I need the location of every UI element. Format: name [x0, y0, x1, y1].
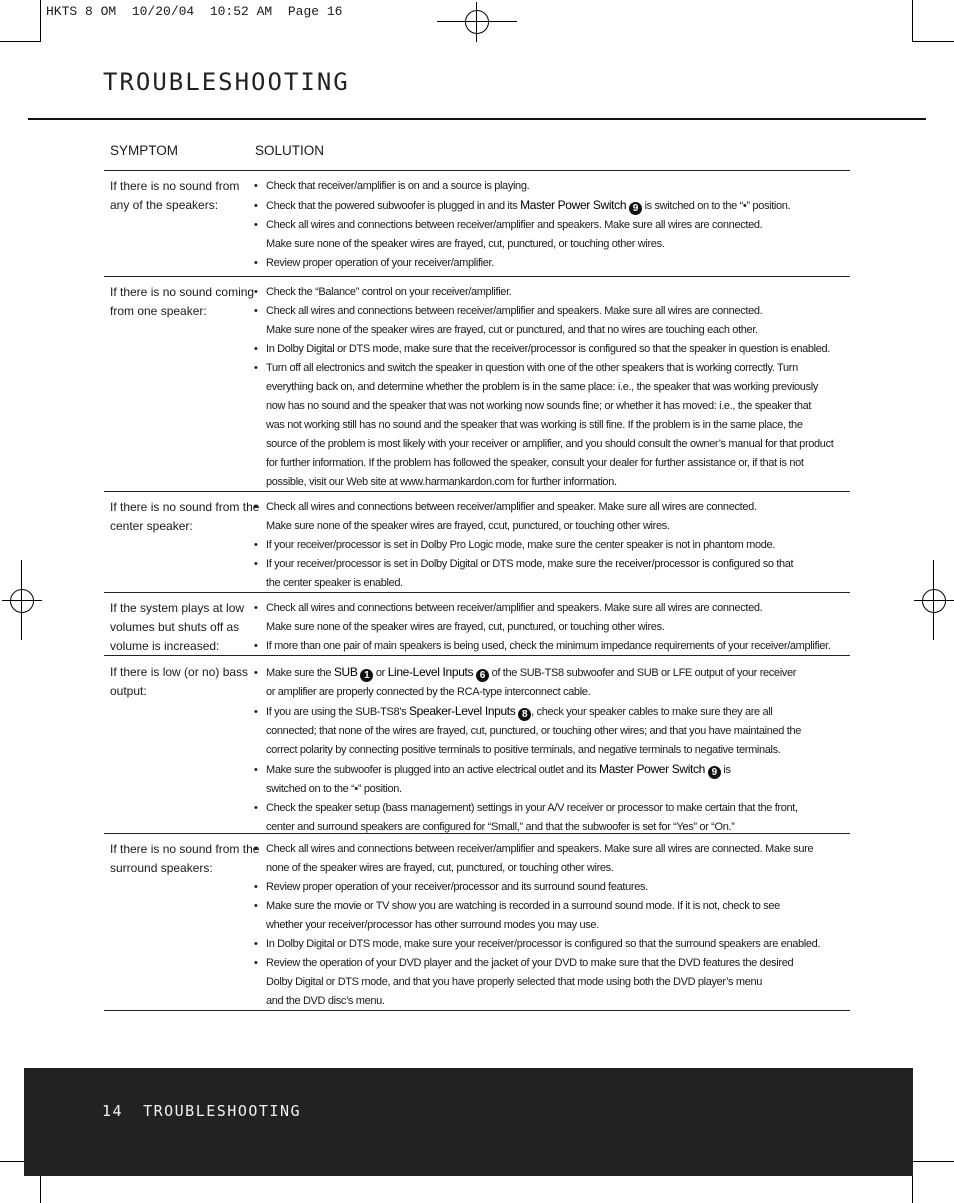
bullet: • If your receiver/processor is set in Dolby Digital or DTS mode, make sure the receiver/processor is configured so that [254, 555, 850, 574]
symptom-text: If there is no sound from any of the speakers: [110, 179, 240, 212]
bullet: • Check the speaker setup (bass management) settings in your A/V receiver or processor to make certain that the front, [254, 799, 850, 818]
bullet: • Check all wires and connections between receiver/amplifier and speakers. Make sure all wires are connected. [254, 302, 850, 321]
callout-number-icon: 9 [629, 202, 642, 215]
control-label: Master Power Switch [598, 762, 705, 776]
bullet: • Check that the powered subwoofer is plugged in and its Master Power Switch 9 is switched on to the “•” position. [254, 196, 850, 216]
bullet: • Check all wires and connections between receiver/amplifier and speakers. Make sure all wires are connected. [254, 599, 850, 618]
solution-list [254, 283, 850, 492]
solution-header: SOLUTION [255, 143, 325, 158]
bullet-continuation: whether your receiver/processor has other surround modes you may use. [266, 919, 599, 931]
crop-mark [0, 41, 41, 42]
control-label: Speaker-Level Inputs [409, 704, 516, 718]
callout-number-icon: 9 [708, 766, 721, 779]
bullet-continuation: and the DVD disc’s menu. [266, 995, 385, 1007]
table-row [104, 657, 850, 834]
bullet: • Check the “Balance” control on your receiver/amplifier. [254, 283, 850, 302]
bullet-continuation: center and surround speakers are configured for “Small,” and that the subwoofer is set for “Yes” or “On.” [266, 821, 735, 833]
table-row [104, 834, 850, 1011]
solution-list [254, 840, 850, 1011]
bullet-continuation: the center speaker is enabled. [266, 577, 403, 589]
bullet: • Make sure the SUB 1 or Line-Level Inputs 6 of the SUB-TS8 subwoofer and SUB or LFE output of your receiver [254, 663, 850, 683]
callout-number-icon: 6 [476, 669, 489, 682]
crop-mark [912, 0, 913, 42]
bullet-continuation: connected; that none of the wires are frayed, cut, punctured, or touching other wires; and that you have maintained the [266, 725, 801, 737]
solution-list [254, 498, 850, 593]
control-label: SUB [333, 665, 358, 679]
footer-label [102, 1102, 301, 1120]
bullet: • In Dolby Digital or DTS mode, make sure your receiver/processor is configured so that the surround speakers are enabled. [254, 935, 850, 954]
control-label: Master Power Switch [520, 198, 627, 212]
solution-list [254, 663, 850, 837]
solution-list [254, 599, 850, 656]
bullet-continuation: Make sure none of the speaker wires are frayed, cut, punctured, or touching other wires. [266, 621, 665, 633]
footer-band [24, 1068, 913, 1176]
bullet-continuation: switched on to the “•” position. [266, 783, 402, 795]
bullet-continuation: correct polarity by connecting positive terminals to positive terminals, and negative terminals to negative terminals. [266, 744, 781, 756]
bullet: • Make sure the movie or TV show you are watching is recorded in a surround sound mode. If it is not, check to see [254, 897, 850, 916]
solution-list [254, 177, 850, 273]
footer-section-title: TROUBLESHOOTING [143, 1102, 302, 1120]
bullet: • Turn off all electronics and switch the speaker in question with one of the other speakers that is working correctly. Turn [254, 359, 850, 378]
bullet: • If you are using the SUB-TS8’s Speaker-Level Inputs 8 , check your speaker cables to make sure they are all [254, 702, 850, 722]
bullet: • Make sure the subwoofer is plugged into an active electrical outlet and its Master Power Switch 9 is [254, 760, 850, 780]
bullet-continuation: for further information. If the problem has followed the speaker, consult your dealer for further assistance or, if that is not [266, 457, 804, 469]
bullet: • In Dolby Digital or DTS mode, make sure that the receiver/processor is configured so that the speaker in question is enabled. [254, 340, 850, 359]
page-number: 14 [102, 1102, 124, 1120]
print-slug: HKTS 8 OM 10/20/04 10:52 AM Page 16 [46, 4, 343, 19]
bullet: • Check all wires and connections between receiver/amplifier and speakers. Make sure all wires are connected. [254, 216, 850, 235]
symptom-text: If there is low (or no) bass output: [110, 665, 249, 698]
bullet: • Check that receiver/amplifier is on and a source is playing. [254, 177, 850, 196]
bullet-continuation: Dolby Digital or DTS mode, and that you have properly selected that mode using both the DVD player’s menu [266, 976, 763, 988]
bullet-continuation: was not working still has no sound and the speaker that was working is still fine. If the problem is in the same place, the [266, 419, 803, 431]
crop-mark [912, 1161, 954, 1162]
callout-number-icon: 8 [518, 708, 531, 721]
title-rule [28, 118, 926, 120]
bullet-continuation: Make sure none of the speaker wires are frayed, cut or punctured, and that no wires are touching each other. [266, 324, 758, 336]
symptom-text: If there is no sound coming from one speaker: [110, 285, 255, 318]
table-row [104, 492, 850, 593]
control-label: Line-Level Inputs [387, 665, 474, 679]
bullet-continuation: Make sure none of the speaker wires are frayed, cut, punctured, or touching other wires. [266, 238, 665, 250]
bullet-continuation: possible, visit our Web site at www.harmankardon.com for further information. [266, 476, 617, 488]
bullet-continuation: none of the speaker wires are frayed, cut, punctured, or touching other wires. [266, 862, 614, 874]
bullet: • Check all wires and connections between receiver/amplifier and speaker. Make sure all wires are connected. [254, 498, 850, 517]
symptom-text: If there is no sound from the surround speakers: [110, 842, 260, 875]
bullet: • If more than one pair of main speakers is being used, check the minimum impedance requirements of your receiver/amplifier. [254, 637, 850, 656]
page-title: TROUBLESHOOTING [103, 68, 350, 96]
symptom-text: If there is no sound from the center speaker: [110, 500, 260, 533]
table-row [104, 593, 850, 656]
bullet: • Review proper operation of your receiver/processor and its surround sound features. [254, 878, 850, 897]
crop-mark [40, 0, 41, 42]
bullet-continuation: now has no sound and the speaker that was not working now sounds fine; or whether it has moved: i.e., the speaker that [266, 400, 812, 412]
bullet: • If your receiver/processor is set in Dolby Pro Logic mode, make sure the center speaker is not in phantom mode. [254, 536, 850, 555]
bullet-continuation: or amplifier are properly connected by the RCA-type interconnect cable. [266, 686, 591, 698]
symptom-text: If the system plays at low volumes but shuts off as volume is increased: [110, 601, 245, 653]
table-row [104, 277, 850, 492]
table-row [104, 171, 850, 277]
bullet: • Review proper operation of your receiver/amplifier. [254, 254, 850, 273]
symptom-header: SYMPTOM [110, 143, 179, 158]
bullet: • Review the operation of your DVD player and the jacket of your DVD to make sure that the DVD features the desired [254, 954, 850, 973]
bullet-continuation: everything back on, and determine whether the problem is in the same place: i.e., the speaker that was working previously [266, 381, 818, 393]
bullet-continuation: source of the problem is most likely with your receiver or amplifier, and you should consult the owner’s manual for that product [266, 438, 834, 450]
callout-number-icon: 1 [360, 669, 373, 682]
crop-mark [912, 41, 954, 42]
bullet: • Check all wires and connections between receiver/amplifier and speakers. Make sure all wires are connected. Make sure [254, 840, 850, 859]
bullet-continuation: Make sure none of the speaker wires are frayed, ccut, punctured, or touching other wires. [266, 520, 670, 532]
